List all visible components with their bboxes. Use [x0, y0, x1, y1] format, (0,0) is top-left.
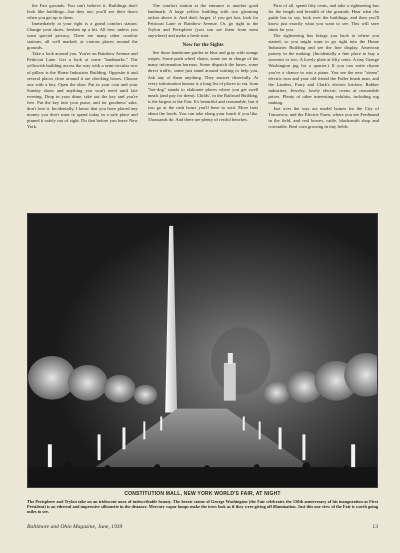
paragraph: The sightseeing bus brings you back to where you started, so you might want to go right into the Home Industries Building and see the fine display. American pottery in the making. (Incidentally a fine place to buy a souvenir or two. A lovely plate at fifty cents. A tiny George Washington jug for a quarter.) If you can write rhyme you've a chance to win a piano. You see the new "steam" electric iron and your old friend the Fuller brush man, and the Landers, Frary and Clark's electric kitchen. Rubber industries, Jewelry, lovely electric ovens at reasonable prices. Plenty of other interesting exhibits, including rug making. [268, 33, 380, 105]
magazine-credit: Baltimore and Ohio Magazine, June, 1939 [27, 524, 123, 530]
photo-caption-body: The Perisphere and Trylon take on an iridescent aura of indescribable beauty. The heroic statue of George Washington (the Fair celebrates the 150th anniversary of his inauguration as First President) is an ethereal and impressive silhouette in the distance. Mercury vapor lamps make the trees look as if they were giving off illumination. Just this one view of the Fair is worth going miles to see. [27, 499, 378, 515]
section-heading: Now for the Sights [182, 42, 224, 49]
night-photo [27, 213, 378, 488]
paragraph: the Fair grounds. You can't believe it. Buildings don't look like buildings—but they are; you'll see their doors when you get up to them. [27, 3, 138, 21]
paragraph: Immediately at your right is a grand comfort station. Change your shoes, freshen up a bit. All free, unless you want special privacy. There are many other comfort stations, all well marked, at various places around the grounds. [27, 21, 138, 51]
paragraph: See those handsome guides in blue and gray with orange stripes. Some push wheel chairs, some are in charge of the many information bureaus. Some dispatch the buses, some direct traffic, some just stand around waiting to help you. Ask any of them anything. They answer cheerfully. At every information bureau is a long list of places to eat, from "hot-dog" stands to elaborate places where you get swell meals (and pay for them). Childs', in the Railroad Building, is the largest at the Fair. It's beautiful and reasonable, but if you go at the rush hours you'll have to wait. More later about the foods. You can take along your lunch if you like. Thousands do. And there are plenty of restful benches. [147, 50, 259, 122]
photo-caption-title: CONSTITUTION MALL, NEW YORK WORLD'S FAIR, AT NIGHT [124, 491, 281, 497]
article-column-2 [148, 3, 259, 211]
article-column-1 [27, 3, 138, 211]
paragraph: Just over the way are model homes for the City of Tomorrow, and the Electric Farm, where you see Ferdinand in the field, and real horses, cattle, blacksmith shop and cowstable. Real corn growing in tiny fields. [268, 105, 380, 129]
paragraph: First of all, spend fifty cents, and take a sightseeing bus for the length and breadth of the grounds. Hear what the guide has to say, look over the buildings, and then you'll know just exactly what you want to see. This will save times for you. [268, 3, 380, 33]
paragraph: Take a look around you. You're on Rainbow Avenue and Petticoat Lane. Get a look at some "landmarks." The yellowish building across the way with a semi-circular row of pillars is the Home Industries Building. Opposite it and several places close around it are checking boxes. Choose one with a key. Open the door. Put in your coat and your Sunday shoes and anything you won't need until late evening. Drop in your dime, take out the key and you're free. Put the key into your purse, and for goodness' sake, don't lose it. Incidentally, I know that you have placed any money you don't want to spend today in a safe place and pinned it safely out of sight. Do that before you leave New York. [27, 51, 138, 129]
page-number: 13 [372, 524, 378, 530]
constitution-mall-illustration [28, 214, 377, 487]
article-columns [27, 3, 379, 211]
washington-statue [224, 363, 236, 401]
paragraph: The comfort station at the entrance is another good landmark. A large yellow building with two gleaming arches above it. And don't forget, if you get lost, look for Petticoat Lane or Rainbow Avenue. Or, go right to the Trylon and Perisphere (you can see them from most anywhere) and make a fresh start. [147, 3, 259, 39]
crowd-silhouette [28, 467, 377, 487]
article-column-3 [268, 3, 379, 211]
perisphere [211, 327, 271, 395]
page-footer [27, 524, 378, 530]
